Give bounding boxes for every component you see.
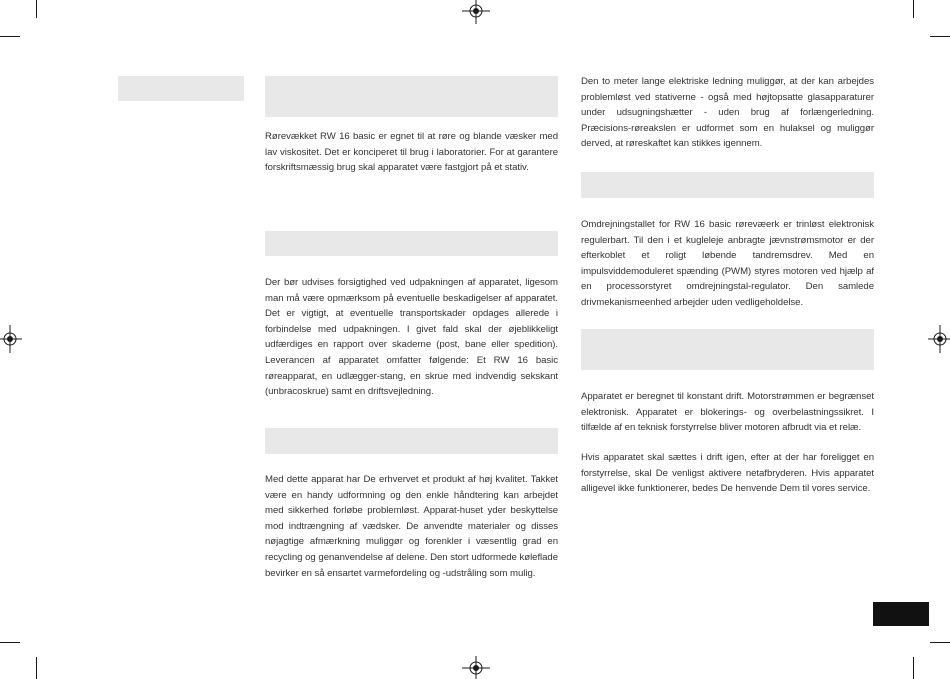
section-header-unpacking bbox=[265, 231, 558, 256]
crop-mark-bottom-left-h bbox=[0, 642, 20, 643]
crop-mark-bottom-left-v bbox=[36, 657, 37, 679]
registration-crosshair-icon bbox=[928, 325, 950, 353]
paragraph-operation-1: Apparatet er beregnet til konstant drift. Motorstrømmen er begrænset elektronisk. Apparatet er blokerings- og overbelastningssikret. I tilfælde af en teknisk forstyrrelse bliver motoren afbrudt via et relæ. bbox=[581, 391, 874, 434]
crop-mark-bottom-right-h bbox=[930, 642, 950, 643]
language-tab-bar bbox=[118, 76, 244, 101]
paragraph-intended-use: Rørevækket RW 16 basic er egnet til at røre og blande væsker med lav viskositet. Det er konciperet til brug i laboratorier. For at garantere forskriftsmæssig brug skal apparatet være fastgjort på et stativ. bbox=[265, 131, 558, 174]
paragraph-quality: Med dette apparat har De erhvervet et produkt af høj kvalitet. Takket være en handy udformning og den enkle håndtering kan arbejdet med sikkerhed forløbe problemløst. Apparat-huset yder beskyttelse mod indtrængning af vædsker. De anvendte materialer og disses nøjagtige afmærkning muliggør og forenkler i væsentlig grad en recycling og genanvendelse af delene. Den stort udformede køleflade bevirker en så ensartet varmefordeling og -udstråling som mulig. bbox=[265, 474, 558, 579]
registration-crosshair-icon bbox=[0, 325, 22, 353]
crop-mark-bottom-right-v bbox=[913, 657, 914, 679]
section-header-intended-use bbox=[265, 76, 558, 117]
registration-crosshair-icon bbox=[462, 656, 490, 679]
crop-mark-top-left-v bbox=[36, 0, 37, 18]
section-header-quality bbox=[265, 428, 558, 454]
crop-mark-top-right-h bbox=[930, 36, 950, 37]
paragraph-unpacking: Der bør udvises forsigtighed ved udpakningen af apparatet, ligesom man må være opmærksom på eventuelle beskadigelser af apparatet. Det er vigtigt, at eventuelle transportskader opdages allerede i forbindelse med udpakningen. I givet fald skal der øjeblikkeligt udfærdiges en rapport over skaderne (post, bane eller spedition). Leverancen af apparatet omfatter følgende: Et RW 16 basic røreapparat, en udlægger-stang, en skrue med indvendig sekskant (unbracoskrue) samt en driftsvejledning. bbox=[265, 277, 558, 398]
crop-mark-top-right-v bbox=[913, 0, 914, 18]
crop-mark-top-left-h bbox=[0, 36, 20, 37]
paragraph-cable: Den to meter lange elektriske ledning muliggør, at der kan arbejdes problemløst ved stativerne - også med højtopsatte glasapparaturer under udsugningshætter - uden brug af forlængerledning. Præcisions-røreakslen er udformet som en hulaksel og muliggør derved, at røreskaftet kan stikkes igennem. bbox=[581, 76, 874, 150]
page-tab bbox=[873, 602, 929, 626]
section-header-speed-control bbox=[581, 172, 874, 198]
paragraph-operation-2: Hvis apparatet skal sættes i drift igen, efter at der har foreligget en forstyrrelse, skal De venligst aktivere netafbryderen. Hvis apparatet alligevel ikke funktionerer, bedes De henvende Dem til vores service. bbox=[581, 452, 874, 495]
section-header-operation bbox=[581, 329, 874, 370]
registration-crosshair-icon bbox=[462, 0, 490, 24]
paragraph-speed-control: Omdrejningstallet for RW 16 basic rørevæerk er trinløst elektronisk regulerbart. Til den i et kugleleje anbragte jævnstrømsmotor er der efterkoblet et roligt løbende tandremsdrev. Med en impulsviddemoduleret spænding (PWM) styres motoren ved hjælp af en processorstyret omdrejningstal-regulator. Den samlede drivmekanismeenhed arbejder uden vedligeholdelse. bbox=[581, 219, 874, 308]
